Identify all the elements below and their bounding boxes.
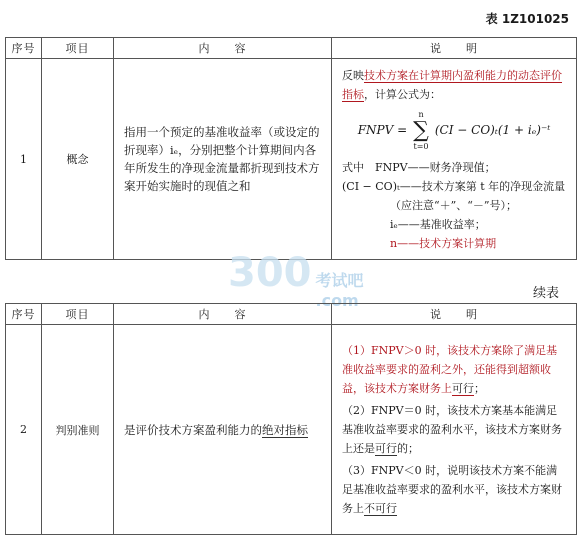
table-number: 表 1Z101025: [485, 12, 569, 26]
row-description: [332, 325, 577, 535]
header-row: [6, 38, 577, 59]
criterion-3: （3）FNPV＜0 时，说明该技术方案不能满足基准收益率要求的盈利水平，该技术方案财务上不可行: [342, 464, 562, 515]
header-item: 项目: [42, 304, 114, 325]
table-row: [6, 325, 577, 535]
desc-intro: 反映技术方案在计算期内盈利能力的动态评价指标，计算公式为：: [342, 68, 562, 101]
watermark-logo: 300 考试吧 .com: [228, 250, 364, 310]
row-item: 判别准则: [42, 325, 114, 535]
row-description: [332, 59, 577, 260]
table-part-1: [5, 37, 577, 260]
row-content: 是评价技术方案盈利能力的绝对指标: [114, 325, 332, 535]
header-row: [6, 304, 577, 325]
where-line-5: n——技术方案计算期: [390, 236, 497, 250]
sigma-symbol: n ∑ t=0: [413, 109, 429, 151]
header-desc: 说 明: [332, 304, 577, 325]
table-part-2: [5, 303, 577, 535]
header-content: 内 容: [114, 38, 332, 59]
where-line-1: 式中 FNPV——财务净现值；: [342, 160, 496, 174]
criterion-2: （2）FNPV＝0 时，该技术方案基本能满足基准收益率要求的盈利水平，该技术方案财务上还是可行的；: [342, 404, 562, 455]
row-no: 2: [6, 325, 42, 535]
criterion-1: （1）FNPV＞0 时，该技术方案除了满足基准收益率要求的盈利之外，还能得到超额收益，该技术方案财务上可行；: [342, 344, 558, 395]
row-content: 指用一个预定的基准收益率（或设定的折现率）iₑ，分别把整个计算期间内各年所发生的净现金流量都折现到技术方案开始实施时的现值之和: [114, 59, 332, 260]
continued-label: 续表: [532, 286, 559, 301]
header-content: 内 容: [114, 304, 332, 325]
where-line-4: iₑ——基准收益率；: [390, 217, 486, 231]
highlight-text: 技术方案在计算期内盈利能力的动态评价指标: [342, 68, 562, 101]
header-desc: 说 明: [332, 38, 577, 59]
npv-formula: FNPV = n ∑ t=0 (CI − CO)ₜ(1 + iₑ)⁻ᵗ: [357, 109, 551, 151]
table-row: [6, 59, 577, 260]
row-no: 1: [6, 59, 42, 260]
header-item: 项目: [42, 38, 114, 59]
where-line-3: （应注意“＋”、“－”号）；: [390, 198, 517, 212]
underlined-text: 绝对指标: [262, 422, 308, 437]
header-no: 序号: [6, 38, 42, 59]
where-line-2: (CI − CO)ₜ——技术方案第 t 年的净现金流量: [342, 179, 566, 193]
row-item: 概念: [42, 59, 114, 260]
header-no: 序号: [6, 304, 42, 325]
